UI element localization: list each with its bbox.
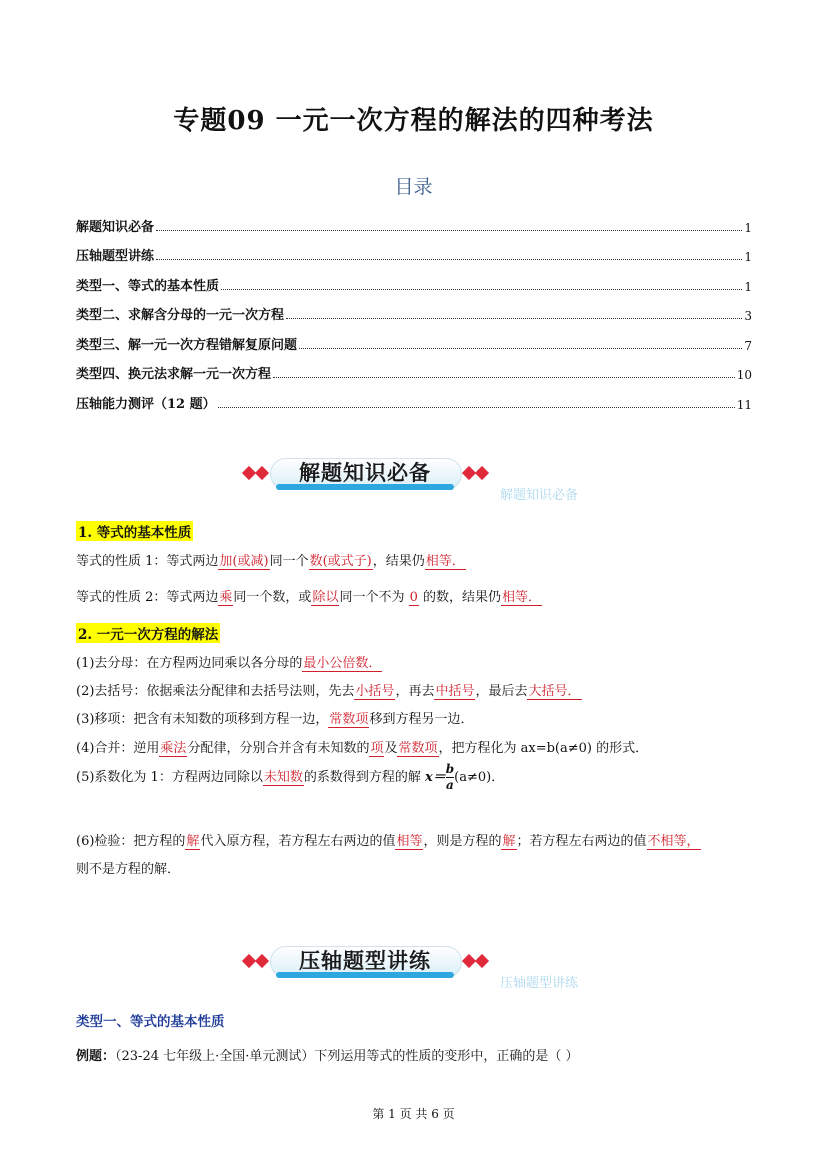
banner-title: 解题知识必备 <box>299 461 431 485</box>
answer-blank: 常数项 <box>398 741 438 756</box>
answer-blank: 乘法 <box>160 741 187 756</box>
diamond-icon <box>475 466 489 480</box>
toc-leader <box>286 318 742 319</box>
answer-blank: 除以 <box>312 590 339 605</box>
toc-entry-page: 11 <box>736 397 752 412</box>
banner-title: 压轴题型讲练 <box>299 949 431 973</box>
toc-entry-page: 10 <box>736 368 752 382</box>
answer-blank: 相等 <box>396 834 423 849</box>
toc-entry[interactable] <box>76 382 752 412</box>
toc-entry-page: 3 <box>744 309 752 323</box>
answer-blank: 解 <box>502 834 516 849</box>
toc-entry-label: 类型四、换元法求解一元一次方程 <box>76 367 272 382</box>
toc-heading: 目录 <box>394 176 433 198</box>
toc-leader <box>273 377 735 378</box>
toc-entry[interactable] <box>76 205 752 235</box>
answer-blank: 相等． <box>502 590 542 605</box>
answer-blank: 小括号 <box>355 684 395 699</box>
diamond-icon <box>255 466 269 480</box>
step-3: (3)移项：把含有未知数的项移到方程一边，常数项移到方程另一边． <box>76 712 474 727</box>
answer-blank: 项 <box>370 741 384 756</box>
diamond-icon <box>255 954 269 968</box>
toc-leader <box>156 259 742 260</box>
diamond-icon <box>475 954 489 968</box>
example-question <box>76 1045 579 1064</box>
example-text: （23-24 七年级上·全国·单元测试）下列运用等式的性质的变形中，正确的是（ ） <box>115 1049 579 1064</box>
property-2: 等式的性质 2：等式两边乘同一个数，或除以同一个不为 0 的数，结果仍相等． <box>76 590 542 605</box>
toc-entry-label: 类型三、解一元一次方程错解复原问题 <box>76 337 298 353</box>
step-4: (4)合并：逆用乘法分配律，分别合并含有未知数的项及常数项，把方程化为 ax=b(a≠0) 的形式． <box>76 741 649 756</box>
answer-blank: 最小公倍数． <box>303 656 382 671</box>
answer-blank: 中括号 <box>435 684 475 699</box>
property-1: 等式的性质 1：等式两边加(或减)同一个数(或式子)，结果仍相等． <box>76 554 465 569</box>
table-of-contents <box>76 205 752 412</box>
answer-blank: 不相等， <box>647 834 700 849</box>
section-label: 2. 一元一次方程的解法 <box>76 623 220 643</box>
toc-entry-page: 1 <box>744 250 752 264</box>
step-6-continued: 则不是方程的解． <box>76 862 181 877</box>
step-6: (6)检验：把方程的解代入原方程，若方程左右两边的值相等，则是方程的解；若方程左右两边的值不相等， <box>76 834 700 849</box>
toc-entry-page: 1 <box>744 220 752 235</box>
toc-entry-label: 压轴能力测评（12 题） <box>76 396 216 412</box>
document-title: 专题09 一元一次方程的解法的四种考法 <box>173 106 654 136</box>
toc-entry[interactable] <box>76 235 752 265</box>
formula-x: x＝ <box>424 770 446 785</box>
answer-blank: 相等． <box>425 554 465 569</box>
section-banner-knowledge <box>240 456 490 492</box>
step-2: (2)去括号：依据乘法分配律和去括号法则，先去小括号，再去中括号，最后去大括号． <box>76 684 581 699</box>
toc-entry-label: 压轴题型讲练 <box>76 249 155 264</box>
example-label: 例题： <box>76 1049 116 1064</box>
section-banner-practice <box>240 944 490 980</box>
banner-ghost-text: 解题知识必备 <box>500 488 579 503</box>
page-footer: 第 1 页 共 6 页 <box>372 1107 455 1121</box>
toc-entry-page: 7 <box>744 338 752 353</box>
answer-blank: 大括号． <box>528 684 581 699</box>
toc-entry[interactable] <box>76 353 752 383</box>
answer-blank: 乘 <box>219 590 233 605</box>
toc-entry[interactable] <box>76 294 752 324</box>
toc-entry[interactable] <box>76 323 752 353</box>
toc-entry[interactable] <box>76 264 752 294</box>
banner-ghost-text: 压轴题型讲练 <box>500 976 579 991</box>
toc-entry-label: 类型一、等式的基本性质 <box>76 278 220 294</box>
answer-blank: 0 <box>409 590 418 605</box>
toc-leader <box>299 348 742 349</box>
toc-leader <box>218 407 735 408</box>
answer-blank: 解 <box>186 834 200 849</box>
answer-blank: 数(或式子) <box>309 554 372 569</box>
toc-entry-label: 解题知识必备 <box>76 219 155 235</box>
answer-blank: 加(或减) <box>219 554 269 569</box>
fraction-b-over-a: $\frac{b}{a}$ <box>445 762 455 792</box>
toc-entry-label: 类型二、求解含分母的一元一次方程 <box>76 308 285 323</box>
answer-blank: 未知数 <box>263 770 303 785</box>
answer-blank: 常数项 <box>329 712 369 727</box>
toc-leader <box>156 230 742 231</box>
toc-entry-page: 1 <box>744 279 752 294</box>
step-1: (1)去分母：在方程两边同乘以各分母的最小公倍数． <box>76 656 382 671</box>
section-label: 1. 等式的基本性质 <box>76 521 193 541</box>
toc-leader <box>221 289 742 290</box>
type-1-heading: 类型一、等式的基本性质 <box>76 1014 225 1030</box>
step-5: (5)系数化为 1：方程两边同除以未知数的系数得到方程的解 $x=\frac{b}{a}(a\ne 0)$． <box>76 762 505 792</box>
